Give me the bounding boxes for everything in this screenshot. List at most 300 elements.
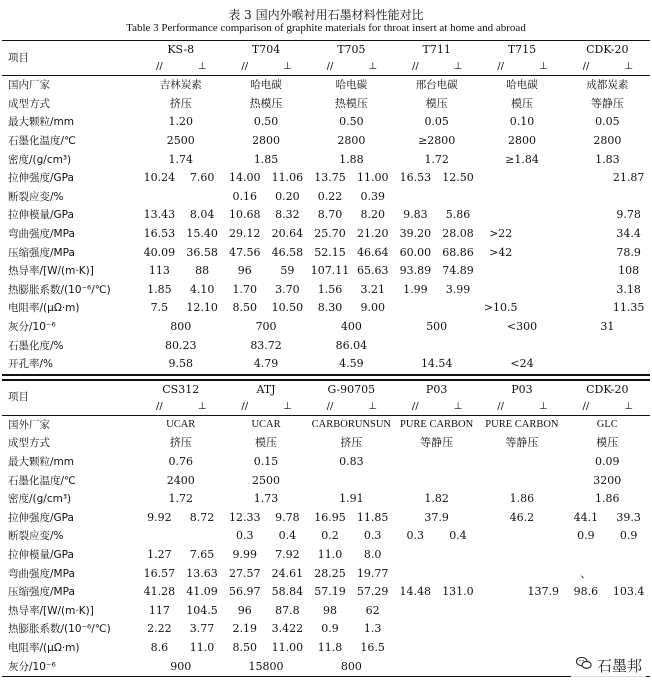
table-cell: 4.59 — [309, 355, 394, 374]
table-row — [2, 95, 650, 114]
table-cell: 等静压 — [590, 96, 624, 110]
table-cell: 20.64 — [271, 227, 304, 241]
table-cell: 0.3 — [406, 529, 425, 543]
table-cell: 9.58 — [138, 355, 223, 374]
table-cell: 0.16 — [232, 189, 257, 203]
table-cell: CARBORUNSUN — [311, 418, 391, 430]
table-cell: 等静压 — [420, 436, 454, 450]
table-cell — [479, 546, 522, 565]
orientation-mark: // — [309, 58, 352, 76]
table-cell: 2800 — [337, 134, 366, 148]
table-cell: 1.99 — [403, 282, 428, 296]
table-cell: 模压 — [425, 96, 448, 110]
table-cell — [479, 262, 522, 281]
orientation-mark: // — [138, 398, 181, 416]
table-row — [2, 243, 650, 262]
table-cell: 10.50 — [271, 301, 304, 315]
table-cell: <300 — [506, 320, 538, 334]
table-cell: 58.84 — [271, 585, 304, 599]
table-cell: 25.70 — [314, 227, 346, 241]
table-cell: 56.97 — [228, 585, 261, 599]
table-cell: 21.87 — [612, 171, 645, 185]
table-cell: 12.10 — [186, 301, 218, 315]
table-cell: 0.09 — [595, 454, 620, 468]
table-cell: 11.00 — [356, 171, 389, 185]
table-cell — [479, 453, 564, 472]
table-cell: 0.05 — [424, 115, 449, 129]
table-cell: 0.4 — [278, 529, 297, 543]
table-cell — [181, 188, 224, 207]
table-cell: 0.22 — [317, 189, 343, 203]
table-cell: 1.83 — [595, 152, 620, 166]
table-cell — [522, 639, 565, 658]
table-cell: 21.20 — [356, 227, 389, 241]
table-row — [2, 355, 650, 374]
table-cell: 哈电碳 — [506, 79, 538, 92]
table-cell: 0.20 — [275, 189, 300, 203]
table-cell: 、 — [580, 566, 592, 580]
row-label: 电阻率/(μΩ·m) — [8, 302, 80, 315]
table-cell: 14.00 — [228, 171, 261, 185]
table-cell: 137.9 — [527, 585, 559, 599]
row-label: 成型方式 — [8, 437, 50, 450]
table-cell — [522, 206, 565, 225]
table-cell: 吉林炭素 — [159, 79, 202, 92]
table-cell: 16.95 — [314, 510, 346, 524]
table-cell: 7.60 — [189, 171, 215, 185]
table-cell: 19.77 — [356, 566, 389, 580]
table-cell: 98 — [322, 603, 337, 617]
material-name: G-90705 — [309, 380, 394, 398]
orientation-mark: // — [565, 398, 608, 416]
header-label: 项目 — [2, 380, 138, 415]
table-cell: 10.24 — [143, 171, 176, 185]
row-label: 拉伸强度/GPa — [8, 511, 74, 524]
table-cell: 900 — [138, 657, 223, 676]
row-label: 电阻率/(μΩ·m) — [8, 641, 80, 654]
orientation-mark: ⊥ — [351, 398, 394, 416]
table-cell: 1.86 — [509, 492, 535, 506]
table-cell — [565, 243, 608, 262]
table-cell: 模压 — [511, 96, 533, 110]
table-cell — [607, 564, 650, 583]
table-cell: 11.00 — [271, 640, 304, 654]
table-cell: 挤压 — [169, 96, 192, 110]
table-row — [2, 76, 650, 95]
table-row — [2, 188, 650, 207]
table-row — [2, 583, 650, 602]
table-cell — [394, 336, 479, 355]
table-row — [2, 527, 650, 546]
row-label: 弯曲强度/MPa — [8, 567, 75, 580]
table-cell: >22 — [489, 227, 513, 241]
table-cell: 44.1 — [573, 510, 599, 524]
table-cell — [565, 262, 608, 281]
table-cell: 0.3 — [235, 529, 254, 543]
orientation-mark: ⊥ — [181, 58, 224, 76]
table-cell — [522, 169, 565, 188]
table-cell: 13.43 — [143, 208, 176, 222]
orientation-mark: ⊥ — [181, 398, 224, 416]
table-cell: 8.20 — [360, 208, 385, 222]
table-cell: 500 — [426, 320, 448, 334]
table-cell: 8.32 — [275, 208, 300, 222]
table-row — [2, 639, 650, 658]
table-cell: 9.99 — [232, 547, 257, 561]
watermark-text: 石墨邦 — [596, 656, 642, 675]
table-cell: 8.70 — [317, 208, 343, 222]
row-label: 石墨化温度/℃ — [8, 135, 76, 148]
table-row — [2, 453, 650, 472]
orientation-mark: // — [479, 58, 522, 76]
table-cell: 14.48 — [399, 585, 432, 599]
table-cell: 1.74 — [168, 152, 193, 166]
table-cell: 98.6 — [573, 585, 599, 599]
table-cell: 9.78 — [275, 510, 300, 524]
orientation-mark: ⊥ — [607, 58, 650, 76]
table-cell — [565, 169, 608, 188]
table-cell: 103.4 — [612, 585, 645, 599]
table-cell: 14.54 — [394, 355, 479, 374]
row-label: 热导率/[W/(m·K)] — [8, 265, 94, 278]
table-cell: 68.86 — [442, 245, 474, 259]
table-cell: GLC — [596, 418, 618, 430]
table-cell: 16.5 — [360, 640, 385, 654]
table-cell: 挤压 — [169, 436, 192, 450]
table-cell: 47.56 — [228, 245, 261, 259]
table-cell: 57.19 — [314, 585, 346, 599]
header-label: 项目 — [2, 41, 138, 76]
table-row — [2, 471, 650, 490]
table-cell: 1.27 — [147, 547, 172, 561]
row-label: 压缩强度/MPa — [8, 586, 75, 599]
table-cell: 1.88 — [339, 152, 364, 166]
table-cell: 40.09 — [143, 245, 176, 259]
table-cell: 10.68 — [228, 208, 261, 222]
foreign-table — [2, 380, 650, 677]
material-name: T705 — [309, 41, 394, 59]
material-name: T704 — [223, 41, 308, 59]
table-cell: 31 — [600, 320, 615, 334]
table-cell — [522, 262, 565, 281]
table-cell: 59 — [280, 264, 295, 278]
material-name: KS-8 — [138, 41, 223, 59]
table-cell: 模压 — [596, 436, 619, 450]
table-cell — [479, 188, 522, 207]
table-cell: ≥2800 — [418, 134, 456, 148]
table-cell: 13.63 — [186, 566, 218, 580]
row-label: 热膨胀系数/(10⁻⁶/℃) — [8, 623, 111, 636]
table-cell: ≥1.84 — [505, 152, 539, 166]
table-cell — [479, 639, 522, 658]
table-cell — [394, 188, 437, 207]
row-label: 弯曲强度/MPa — [8, 228, 75, 241]
table-cell — [565, 601, 608, 620]
table-cell — [607, 188, 650, 207]
table-cell: 邢台电碳 — [415, 79, 458, 92]
table-cell: 挤压 — [340, 436, 363, 450]
orientation-mark: // — [138, 58, 181, 76]
table-cell — [437, 188, 480, 207]
table-cell: 7.65 — [189, 547, 215, 561]
table-cell: 8.04 — [189, 208, 215, 222]
header-row — [2, 380, 650, 398]
table-cell: 2800 — [252, 134, 281, 148]
orientation-mark: // — [479, 398, 522, 416]
table-cell: 1.82 — [424, 492, 449, 506]
table-row — [2, 150, 650, 169]
table-cell — [607, 601, 650, 620]
table-cell: 3.18 — [616, 282, 641, 296]
table-cell: 0.76 — [168, 454, 193, 468]
table-cell — [565, 355, 650, 374]
row-label: 国外厂家 — [8, 418, 50, 431]
table-cell: 0.50 — [339, 115, 364, 129]
table-cell: 热模压 — [249, 96, 283, 110]
table-cell: 8.50 — [232, 301, 257, 315]
table-cell: 1.56 — [317, 282, 343, 296]
table-cell — [437, 620, 480, 639]
table-cell: 0.15 — [253, 454, 279, 468]
table-cell — [437, 546, 480, 565]
table-cell: PURE CARBON — [485, 418, 559, 430]
table-cell: 52.15 — [314, 245, 346, 259]
table-cell: >10.5 — [483, 301, 518, 315]
table-cell: 34.4 — [616, 227, 641, 241]
table-cell — [394, 546, 437, 565]
row-label: 拉伸强度/GPa — [8, 172, 74, 185]
table-cell: 80.23 — [165, 338, 197, 352]
orientation-mark: ⊥ — [266, 58, 309, 76]
table-row — [2, 434, 650, 453]
table-cell: 7.5 — [150, 301, 169, 315]
table-cell: 3.99 — [445, 282, 471, 296]
table-cell: 83.72 — [250, 338, 282, 352]
row-label: 最大颗粒/mm — [8, 455, 74, 468]
table-row — [2, 336, 650, 355]
row-label: 开孔率/% — [2, 355, 138, 374]
table-cell: 1.20 — [168, 115, 193, 129]
orientation-mark: // — [223, 58, 266, 76]
table-cell — [565, 281, 608, 300]
table-cell: 11.0 — [317, 547, 343, 561]
orientation-mark: ⊥ — [437, 58, 480, 76]
table-cell: 4.10 — [189, 282, 215, 296]
table-cell: 39.20 — [399, 227, 432, 241]
table-cell — [522, 564, 565, 583]
material-name: T711 — [394, 41, 479, 59]
table-cell: 700 — [255, 320, 277, 334]
table-cell — [522, 225, 565, 244]
row-label: 断裂应变/% — [8, 530, 64, 543]
table-cell — [479, 620, 522, 639]
table-cell — [437, 601, 480, 620]
table-cell: 65.63 — [356, 264, 389, 278]
material-name: CS312 — [138, 380, 223, 398]
orientation-mark: // — [223, 398, 266, 416]
table-cell — [565, 299, 608, 318]
table-cell — [437, 639, 480, 658]
table-cell: 96 — [237, 603, 252, 617]
table-row — [2, 281, 650, 300]
table-cell: 78.9 — [616, 245, 641, 259]
table-cell: 74.89 — [442, 264, 474, 278]
table-cell: 0.9 — [619, 529, 638, 543]
table-cell: 16.53 — [399, 171, 432, 185]
table-cell: 成都炭素 — [586, 79, 629, 92]
table-cell — [607, 546, 650, 565]
table-cell: 93.89 — [399, 264, 432, 278]
table-cell: 37.9 — [424, 510, 449, 524]
table-cell: 11.06 — [271, 171, 304, 185]
orientation-mark: // — [394, 58, 437, 76]
table-cell: 等静压 — [505, 436, 539, 450]
table-cell: 5.86 — [445, 208, 471, 222]
table-cell: 0.9 — [321, 622, 339, 636]
table-cell — [522, 601, 565, 620]
table-cell — [479, 336, 564, 355]
table-cell: 1.72 — [168, 492, 193, 506]
table-row — [2, 601, 650, 620]
table-cell: 1.73 — [253, 492, 279, 506]
table-cell — [565, 546, 608, 565]
table-cell — [522, 527, 565, 546]
header-row — [2, 41, 650, 59]
table-cell: 60.00 — [399, 245, 432, 259]
table-cell: 1.86 — [595, 492, 620, 506]
table-cell: 0.83 — [339, 454, 364, 468]
table-cell — [479, 471, 564, 490]
table-cell — [479, 206, 522, 225]
table-cell: 36.58 — [186, 245, 218, 259]
table-cell — [479, 583, 522, 602]
table-row — [2, 132, 650, 151]
table-cell: 15800 — [223, 657, 308, 676]
table-cell: 3.77 — [189, 622, 215, 636]
table-cell: 13.75 — [314, 171, 346, 185]
table-cell: 2500 — [252, 473, 281, 487]
row-label: 断裂应变/% — [8, 190, 64, 203]
row-label: 密度/(g/cm³) — [8, 153, 72, 166]
table-cell: 88 — [195, 264, 210, 278]
table-row — [2, 299, 650, 318]
table-cell: 2400 — [166, 473, 195, 487]
table-cell — [138, 188, 181, 207]
table-cell — [479, 601, 522, 620]
table-cell — [479, 657, 564, 676]
table-cell — [565, 336, 650, 355]
table-cell: 热模压 — [334, 96, 368, 110]
row-label: 石墨化度/% — [8, 339, 64, 352]
table-cell: 1.85 — [253, 152, 279, 166]
table-cell: 哈电碳 — [335, 79, 368, 92]
table-cell: 96 — [237, 264, 252, 278]
table-cell — [522, 620, 565, 639]
table-cell: 104.5 — [186, 603, 218, 617]
table-cell — [437, 564, 480, 583]
table-cell — [565, 188, 608, 207]
table-cell: 11.85 — [356, 510, 389, 524]
table-cell: 2800 — [593, 134, 622, 148]
row-label: 石墨化温度/℃ — [8, 474, 76, 487]
table-cell: 24.61 — [271, 566, 304, 580]
table-row — [2, 657, 650, 676]
table-cell: 131.0 — [442, 585, 474, 599]
table-cell: 800 — [309, 657, 394, 676]
table-cell — [394, 639, 437, 658]
table-cell: 46.64 — [356, 245, 389, 259]
table-cell: 0.10 — [509, 115, 535, 129]
table-cell — [565, 620, 608, 639]
table-cell: 8.50 — [232, 640, 257, 654]
table-title-en: Table 3 Performance comparison of graphite materials for throat insert at home and abroad — [126, 22, 526, 34]
table-cell: 107.11 — [310, 264, 350, 278]
orientation-mark: ⊥ — [522, 58, 565, 76]
table-cell: <24 — [479, 355, 564, 374]
table-cell: 113 — [148, 264, 170, 278]
row-label: 密度/(g/cm³) — [8, 493, 72, 506]
table-cell: 800 — [170, 320, 192, 334]
table-cell — [565, 206, 608, 225]
table-cell — [394, 471, 479, 490]
row-label: 成型方式 — [8, 97, 50, 110]
material-name: P03 — [479, 380, 564, 398]
table-cell: 16.53 — [143, 227, 176, 241]
table-cell: >42 — [489, 245, 513, 259]
table-cell — [522, 299, 565, 318]
row-label: 拉伸模量/GPa — [8, 209, 74, 222]
table-row — [2, 169, 650, 188]
table-cell: 0.4 — [449, 529, 467, 543]
table-cell: 模压 — [255, 436, 278, 450]
material-name: CDK-20 — [565, 41, 650, 59]
table-cell: UCAR — [166, 418, 196, 430]
table-cell — [394, 657, 479, 676]
table-cell: 1.3 — [363, 622, 382, 636]
orientation-mark: // — [565, 58, 608, 76]
orientation-mark: ⊥ — [607, 398, 650, 416]
table-cell: 29.12 — [228, 227, 261, 241]
table-cell: 41.28 — [143, 585, 176, 599]
table-cell: 39.3 — [616, 510, 641, 524]
table-row — [2, 415, 650, 434]
row-label: 灰分/10⁻⁶ — [8, 321, 56, 334]
table-cell: 3.21 — [360, 282, 385, 296]
table-cell: 0.05 — [595, 115, 620, 129]
table-cell: 11.0 — [189, 640, 215, 654]
table-cell: 86.04 — [335, 338, 368, 352]
orientation-mark: // — [394, 398, 437, 416]
table-cell: 11.8 — [317, 640, 343, 654]
table-cell: 4.79 — [223, 355, 308, 374]
table-cell: 3.422 — [271, 622, 304, 636]
material-name: ATJ — [223, 380, 308, 398]
table-row — [2, 262, 650, 281]
table-cell: 1.70 — [232, 282, 257, 296]
table-cell: 3200 — [593, 473, 622, 487]
table-cell: 0.3 — [363, 529, 382, 543]
table-cell — [479, 281, 522, 300]
row-label: 灰分/10⁻⁶ — [2, 657, 138, 676]
table-cell: 28.25 — [314, 566, 346, 580]
table-cell: 57.29 — [356, 585, 389, 599]
table-cell: 8.72 — [189, 510, 215, 524]
table-cell: 8.6 — [150, 640, 169, 654]
table-cell: 1.85 — [147, 282, 172, 296]
row-label: 压缩强度/MPa — [8, 246, 75, 259]
table-row — [2, 206, 650, 225]
table-cell — [607, 620, 650, 639]
